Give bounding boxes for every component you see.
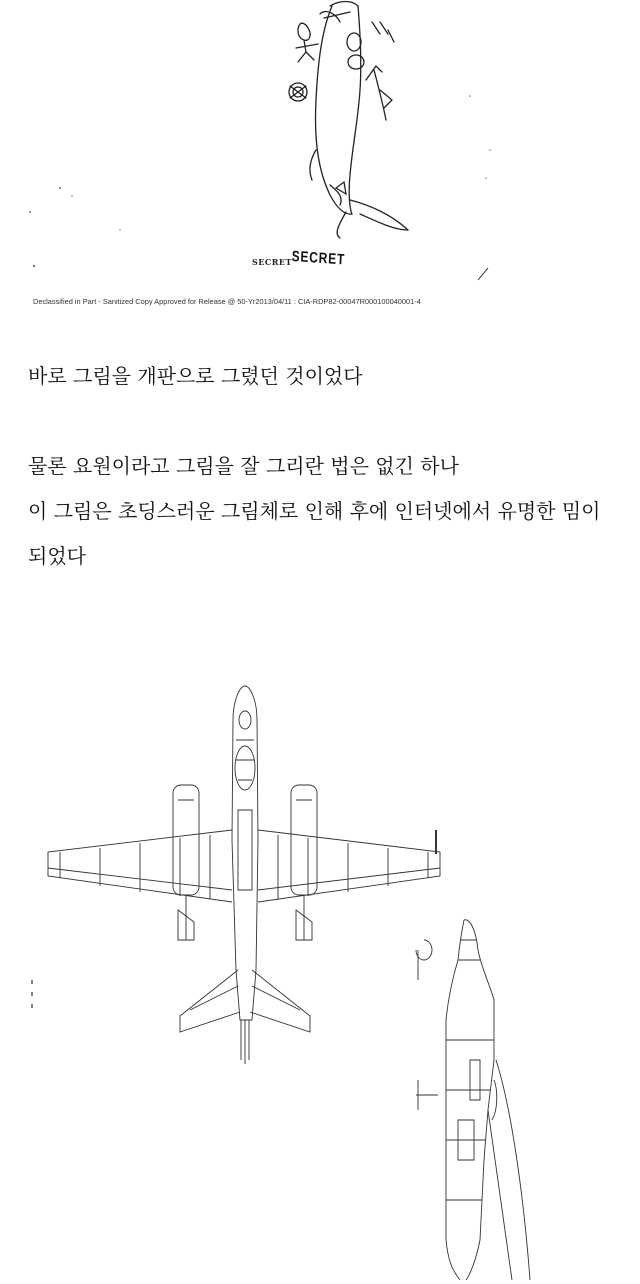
secret-stamp-small: SECRET: [252, 257, 292, 267]
declassification-line: Declassified in Part - Sanitized Copy Approved for Release @ 50-Yr2013/04/11 : CIA-RDP82-00047R000100040001-4: [33, 297, 421, 306]
paragraph-4: 되었다: [28, 544, 86, 568]
aircraft-blueprint: [0, 640, 640, 1280]
hand-drawn-aircraft-sketch-icon: [0, 0, 640, 320]
declassified-scan: [0, 0, 640, 320]
aircraft-blueprint-drawing-icon: [0, 640, 640, 1280]
paragraph-3: 이 그림은 초딩스러운 그림체로 인해 후에 인터넷에서 유명한 밈이: [28, 499, 601, 523]
paragraph-1: 바로 그림을 개판으로 그렸던 것이었다: [28, 364, 363, 388]
secret-stamp-large: SECRET: [291, 248, 346, 269]
paragraph-2: 물론 요원이라고 그림을 잘 그리란 법은 없긴 하나: [28, 454, 459, 478]
